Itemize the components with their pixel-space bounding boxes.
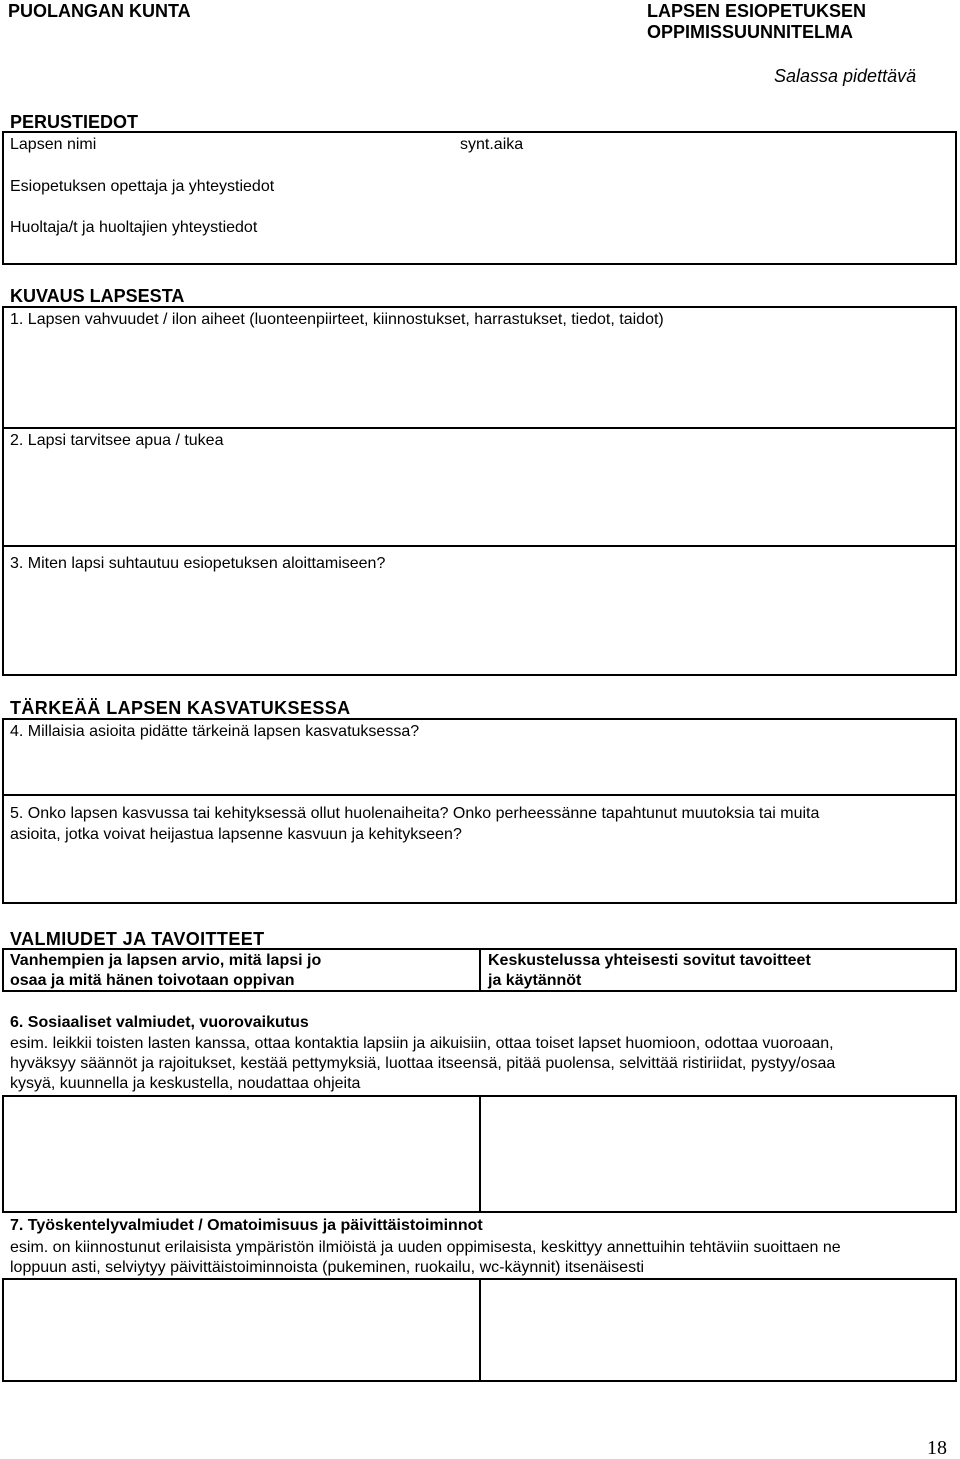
question-6-column-divider xyxy=(479,1095,481,1213)
perustiedot-heading: PERUSTIEDOT xyxy=(10,112,139,132)
question-6-title: 6. Sosiaaliset valmiudet, vuorovaikutus xyxy=(10,1014,309,1031)
child-name-label: Lapsen nimi xyxy=(10,136,97,153)
kuvaus-box xyxy=(2,306,957,676)
column-header-divider xyxy=(479,948,481,992)
column-right-header-line1: Keskustelussa yhteisesti sovitut tavoitteet xyxy=(488,952,811,969)
question-6-line3: kysyä, kuunnella ja keskustella, noudattaa ohjeita xyxy=(10,1075,361,1092)
question-2: 2. Lapsi tarvitsee apua / tukea xyxy=(10,432,224,449)
question-4: 4. Millaisia asioita pidätte tärkeinä lapsen kasvatuksessa? xyxy=(10,723,420,740)
question-6-line1: esim. leikkii toisten lasten kanssa, ottaa kontaktia lapsiin ja aikuisiin, ottaa toiset lapset huomioon, odottaa vuoroaan, xyxy=(10,1035,834,1052)
valmiudet-heading: VALMIUDET JA TAVOITTEET xyxy=(10,929,265,949)
question-7-line1: esim. on kiinnostunut erilaisista ympäristön ilmiöistä ja uuden oppimisesta, keskittyy annettuihin tehtäviin suoittaen ne xyxy=(10,1239,841,1256)
kuvaus-heading: KUVAUS LAPSESTA xyxy=(10,286,185,306)
question-5-line2: asioita, jotka voivat heijastua lapsenne kasvuun ja kehitykseen? xyxy=(10,826,462,843)
tarkeaa-heading: TÄRKEÄÄ LAPSEN KASVATUKSESSA xyxy=(10,698,351,718)
kuvaus-divider-2 xyxy=(2,545,957,547)
question-1: 1. Lapsen vahvuudet / ilon aiheet (luonteenpiirteet, kiinnostukset, harrastukset, tiedot, taidot) xyxy=(10,311,664,328)
question-7-title: 7. Työskentelyvalmiudet / Omatoimisuus ja päivittäistoiminnot xyxy=(10,1217,483,1234)
question-5-line1: 5. Onko lapsen kasvussa tai kehityksessä ollut huolenaiheita? Onko perheessänne tapahtunut muutoksia tai muita xyxy=(10,805,820,822)
column-left-header-line2: osaa ja mitä hänen toivotaan oppivan xyxy=(10,972,295,989)
birth-date-label: synt.aika xyxy=(460,136,524,153)
teacher-label: Esiopetuksen opettaja ja yhteystiedot xyxy=(10,178,275,195)
document-title-line2: OPPIMISSUUNNITELMA xyxy=(647,22,854,42)
confidential-label: Salassa pidettävä xyxy=(774,66,917,86)
question-6-line2: hyväksyy säännöt ja rajoitukset, kestää pettymyksiä, luottaa itseensä, pitää puolensa, selvittää ristiriidat, pystyy/osaa xyxy=(10,1055,836,1072)
guardians-label: Huoltaja/t ja huoltajien yhteystiedot xyxy=(10,219,258,236)
question-7-column-divider xyxy=(479,1278,481,1382)
question-7-line2: loppuun asti, selviytyy päivittäistoiminnoista (pukeminen, ruokailu, wc-käynnit) itsenäisesti xyxy=(10,1259,645,1276)
kuvaus-divider-1 xyxy=(2,427,957,429)
page-number: 18 xyxy=(927,1437,947,1459)
column-left-header-line1: Vanhempien ja lapsen arvio, mitä lapsi jo xyxy=(10,952,322,969)
question-3: 3. Miten lapsi suhtautuu esiopetuksen aloittamiseen? xyxy=(10,555,386,572)
column-right-header-line2: ja käytännöt xyxy=(488,972,582,989)
document-title-line1: LAPSEN ESIOPETUKSEN xyxy=(647,1,867,21)
municipality-name: PUOLANGAN KUNTA xyxy=(8,1,191,21)
tarkeaa-divider xyxy=(2,794,957,796)
